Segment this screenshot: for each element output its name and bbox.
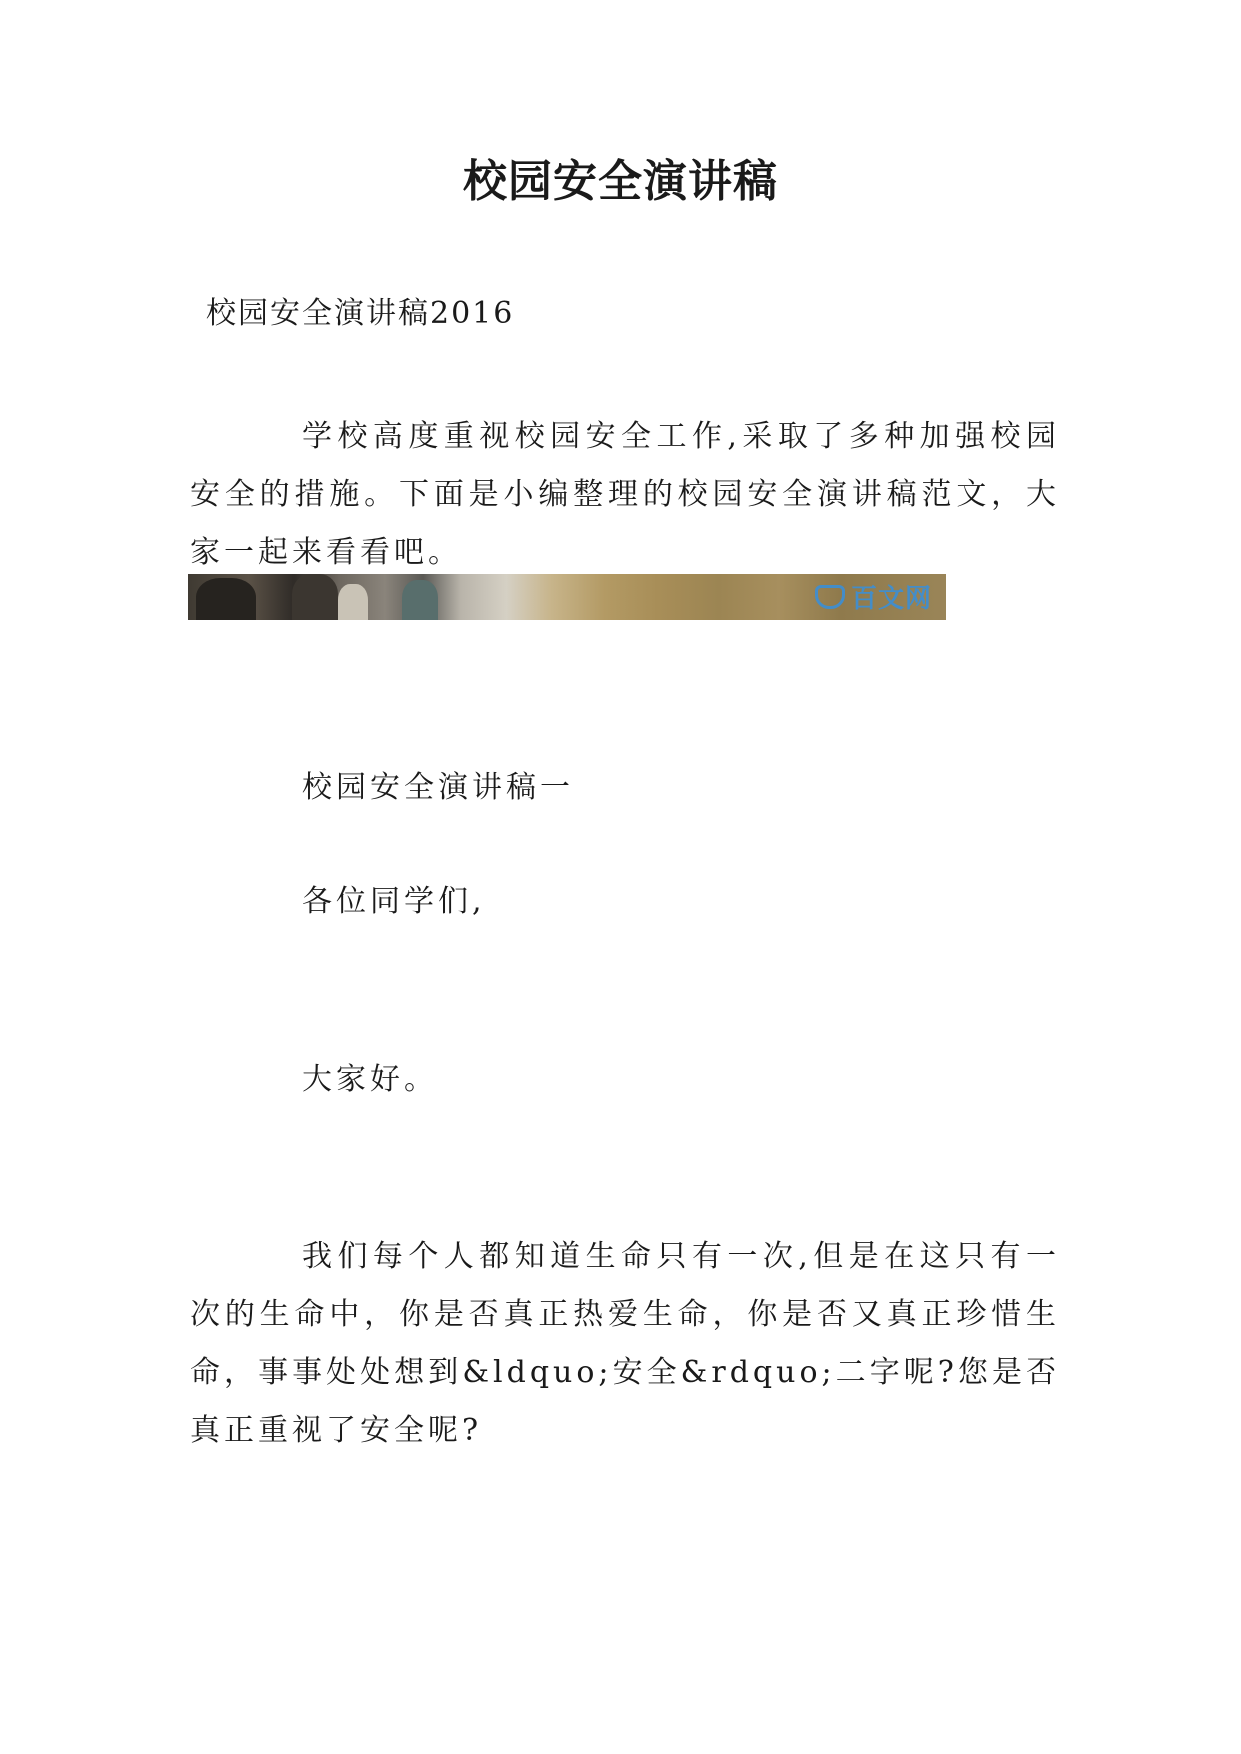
banner-image — [188, 574, 946, 620]
watermark-logo-text: 百文网 — [850, 584, 932, 614]
body-paragraph: 我们每个人都知道生命只有一次,但是在这只有一次的生命中，你是否真正热爱生命，你是否又真正珍惜生命，事事处处想到&ldquo;安全&rdquo;二字呢?您是否真正重视了安全呢? — [190, 1239, 1060, 1448]
intro-paragraph: 学校高度重视校园安全工作,采取了多种加强校园安全的措施。下面是小编整理的校园安全演讲稿范文，大家一起来看看吧。 — [190, 419, 1060, 570]
document-subtitle: 校园安全演讲稿2016 — [206, 296, 515, 331]
document-title: 校园安全演讲稿 — [463, 156, 778, 207]
watermark-logo — [815, 578, 932, 615]
hello-line: 大家好。 — [302, 1062, 438, 1097]
section-heading: 校园安全演讲稿一 — [302, 770, 574, 805]
greeting-line: 各位同学们, — [302, 884, 486, 919]
banner-person-shape — [196, 578, 256, 620]
watermark-logo-icon — [815, 585, 845, 609]
banner-person-shape — [402, 580, 438, 620]
banner-person-shape — [292, 574, 338, 620]
banner-person-shape — [338, 584, 368, 620]
